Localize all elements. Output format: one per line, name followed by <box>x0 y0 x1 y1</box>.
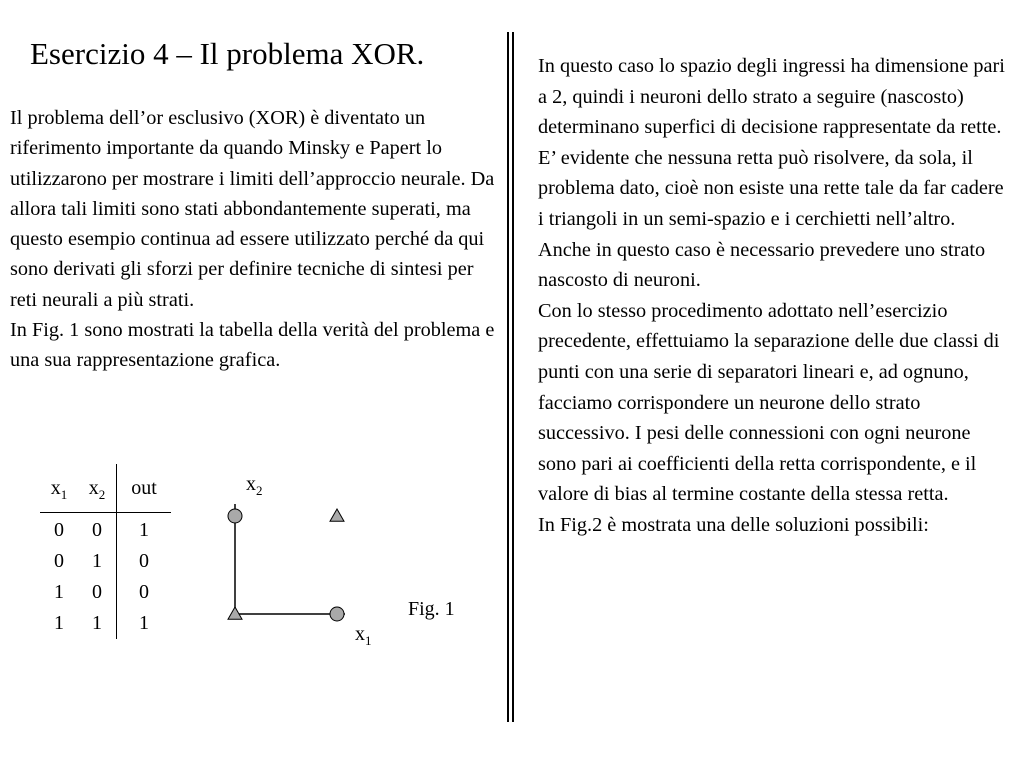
procedure-paragraph: Con lo stesso procedimento adottato nell’esercizio precedente, effettuiamo la separazione delle due classi di punti con una serie di separatori lineari e, ad ognuno, facciamo corrispondere un neurone dello strato successivo. I pesi delle connessioni con ogni neurone sono pari ai coefficienti della retta corrispondente, e il valore di bias al termine costante della stessa retta. <box>538 299 1000 506</box>
table-cell: 0 <box>117 546 172 577</box>
x1-axis-label: $x_1$ <box>355 623 372 648</box>
figure-reference-paragraph: In Fig. 1 sono mostrati la tabella della verità del problema e una sua rappresentazione grafica. <box>10 319 495 372</box>
no-single-line-paragraph: E’ evidente che nessuna retta può risolvere, da sola, il problema dato, cioè non esiste una rette tale da far cadere i triangoli in un semi-spazio e i cerchietti nell’altro. <box>538 146 1004 230</box>
table-cell: 1 <box>54 612 64 634</box>
xor-plot <box>40 464 480 654</box>
hidden-layer-paragraph: Anche in questo caso è necessario prevedere uno strato nascosto di neuroni. <box>538 238 986 292</box>
table-cell: 0 <box>54 550 64 572</box>
solution-paragraph: In Fig.2 è mostrata una delle soluzioni possibili: <box>538 513 929 536</box>
intro-paragraph: Il problema dell’or esclusivo (XOR) è diventato un riferimento importante da quando Minsky e Papert lo utilizzarono per mostrare i limiti dell’approccio neurale. Da allora tali limiti sono stati abbondantemente superati, ma questo esempio continua ad essere utilizzato perché da qui sono derivati gli sforzi per definire tecniche di sintesi per reti neurali a più strati. <box>10 107 495 311</box>
header-x1: $x_1$ <box>50 476 68 502</box>
table-cell: 1 <box>54 581 64 603</box>
table-cell: 1 <box>92 550 102 572</box>
figure-1 <box>40 464 480 654</box>
table-cell: 0 <box>117 577 172 608</box>
triangle-point <box>330 509 344 521</box>
x2-axis-label: $x_2$ <box>246 473 263 498</box>
table-cell: 1 <box>117 513 172 547</box>
circle-point <box>330 607 344 621</box>
table-cell: 0 <box>54 519 64 541</box>
plot-points <box>228 509 344 621</box>
header-x2: $x_2$ <box>88 476 106 502</box>
table-cell: 0 <box>92 581 102 603</box>
table-cell: 1 <box>92 612 102 634</box>
header-out: out <box>117 464 172 513</box>
page-title: Esercizio 4 – Il problema XOR. <box>30 36 425 71</box>
circle-point <box>228 509 242 523</box>
right-column-text <box>538 51 1008 541</box>
column-divider <box>507 32 517 722</box>
table-cell: 1 <box>117 608 172 639</box>
table-cell: 0 <box>92 519 102 541</box>
figure-caption: Fig. 1 <box>408 598 455 620</box>
input-space-paragraph: In questo caso lo spazio degli ingressi ha dimensione pari a 2, quindi i neuroni dello strato a seguire (nascosto) determinano superfici di decisione rappresentate da rette. <box>538 55 1005 139</box>
left-column-text <box>10 103 505 376</box>
triangle-point <box>228 607 242 619</box>
